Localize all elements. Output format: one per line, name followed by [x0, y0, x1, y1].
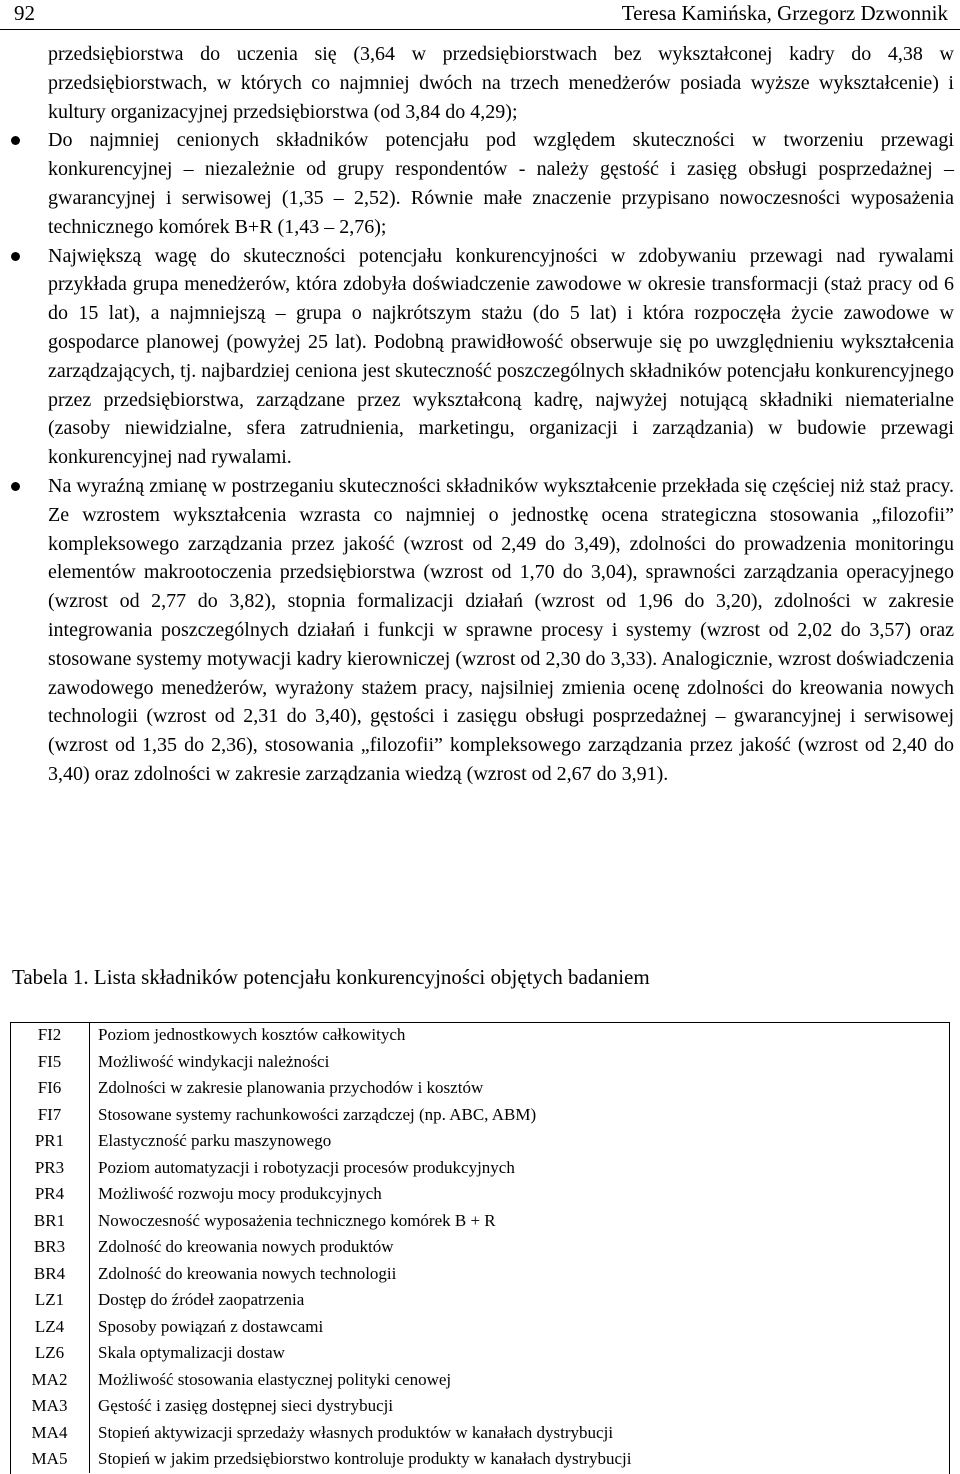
table-row — [10, 1181, 950, 1208]
component-code: LZ6 — [10, 1340, 90, 1367]
body-text — [48, 40, 954, 789]
component-description: Dostęp do źródeł zaopatrzenia — [98, 1290, 305, 1310]
component-code: LZ4 — [10, 1314, 90, 1341]
component-description: Sposoby powiązań z dostawcami — [98, 1316, 324, 1336]
component-description: Zdolność do kreowania nowych technologii — [98, 1263, 397, 1283]
bullet-text: Do najmniej cenionych składników potencjału pod względem skuteczności w tworzeniu przewagi konkurencyjnej – niezależnie od grupy respondentów - należy gęstość i zasięg obsługi posprzedażnej – gwarancyjnej i serwisowej (1,35 – 2,52). Równie małe znaczenie przypisano nowoczesności wyposażenia technicznego komórek B+R (1,43 – 2,76); — [48, 129, 954, 238]
bullet-item-2 — [48, 242, 954, 472]
bullet-icon — [11, 252, 20, 261]
table-row — [10, 1075, 950, 1102]
component-description: Poziom jednostkowych kosztów całkowitych — [98, 1025, 406, 1045]
bullet-item-3 — [48, 472, 954, 789]
table-row — [10, 1314, 950, 1341]
component-code: FI6 — [10, 1075, 90, 1102]
component-description: Stopień w jakim przedsiębiorstwo kontroluje produkty w kanałach dystrybucji — [98, 1449, 632, 1469]
component-code: FI2 — [10, 1022, 90, 1049]
table-caption: Tabela 1. Lista składników potencjału konkurencyjności objętych badaniem — [12, 965, 650, 989]
component-description: Możliwość rozwoju mocy produkcyjnych — [98, 1184, 382, 1204]
component-description: Możliwość windykacji należności — [98, 1051, 330, 1071]
bullet-icon — [11, 136, 20, 145]
table-row — [10, 1367, 950, 1394]
running-head-authors: Teresa Kamińska, Grzegorz Dzwonnik — [621, 1, 948, 25]
bullet-icon — [11, 482, 20, 491]
component-code: PR1 — [10, 1128, 90, 1155]
component-code: FI5 — [10, 1049, 90, 1076]
bullet-text: Na wyraźną zmianę w postrzeganiu skuteczności składników wykształcenie przekłada się częściej niż staż pracy. Ze wzrostem wykształcenia wzrasta co najmniej o jednostkę ocena strategiczna stosowania „filozofii” kompleksowego zarządzania przez jakość (wzrost od 2,49 do 3,49), zdolności do prowadzenia monitoringu elementów makrootoczenia przedsiębiorstwa (wzrost od 1,70 do 3,04), sprawności zarządzania operacyjnego (wzrost od 2,77 do 3,82), stopnia formalizacji działań (wzrost od 1,96 do 3,20), zdolności w zakresie integrowania poszczególnych działań i funkcji w sprawne procesy i systemy (wzrost od 2,02 do 3,57) oraz stosowane systemy motywacji kadry kierowniczej (wzrost od 2,30 do 3,33). Analogicznie, wzrost doświadczenia zawodowego menedżerów, wyrażony stażem pracy, najsilniej zmienia ocenę zdolności do kreowania nowych technologii (wzrost od 2,31 do 3,40), gęstości i zasięgu obsługi posprzedażnej – gwarancyjnej i serwisowej (wzrost od 1,35 do 2,36), stosowania „filozofii” kompleksowego zarządzania przez jakość (wzrost od 2,40 do 3,40) oraz zdolności w zakresie zarządzania wiedzą (wzrost od 2,67 do 3,91). — [48, 474, 954, 785]
table-row — [10, 1155, 950, 1182]
component-code: BR3 — [10, 1234, 90, 1261]
component-description: Poziom automatyzacji i robotyzacji procesów produkcyjnych — [98, 1157, 515, 1177]
component-code: BR1 — [10, 1208, 90, 1235]
bullet-text: Największą wagę do skuteczności potencjału konkurencyjności w zdobywaniu przewagi nad rywalami przykłada grupa menedżerów, która zdobyła doświadczenie zawodowe w okresie transformacji (staż pracy od 6 do 15 lat), a najmniejszą – grupa o najkrótszym stażu (do 5 lat) i która rozpoczęła życie zawodowe w gospodarce planowej (powyżej 25 lat). Podobną prawidłowość obserwuje się po uwzględnieniu wykształcenia zarządzających, tj. najbardziej ceniona jest skuteczność poszczególnych składników potencjału konkurencyjnego przez przedsiębiorstwa, zarządzane przez wykształconą kadrę, najwyżej notującą składniki niematerialne (zasoby niewidzialne, sfera zatrudnienia, marketingu, organizacji i zarządzania) w budowie przewagi konkurencyjnej nad rywalami. — [48, 244, 954, 469]
table-row — [10, 1393, 950, 1420]
table-row — [10, 1234, 950, 1261]
table-row — [10, 1287, 950, 1314]
table-row — [10, 1128, 950, 1155]
component-description: Elastyczność parku maszynowego — [98, 1131, 332, 1151]
table-row — [10, 1261, 950, 1288]
component-code: BR4 — [10, 1261, 90, 1288]
component-description: Nowoczesność wyposażenia technicznego komórek B + R — [98, 1210, 496, 1230]
component-code: FI7 — [10, 1102, 90, 1129]
table-row — [10, 1049, 950, 1076]
table-row — [10, 1446, 950, 1473]
component-code: MA2 — [10, 1367, 90, 1394]
component-code: PR3 — [10, 1155, 90, 1182]
components-table — [10, 1022, 950, 1473]
bullet-item-1 — [48, 126, 954, 241]
component-description: Możliwość stosowania elastycznej polityki cenowej — [98, 1369, 452, 1389]
component-code: MA5 — [10, 1446, 90, 1473]
component-description: Skala optymalizacji dostaw — [98, 1343, 285, 1363]
component-code: MA4 — [10, 1420, 90, 1447]
component-description: Gęstość i zasięg dostępnej sieci dystrybucji — [98, 1396, 394, 1416]
table-row — [10, 1340, 950, 1367]
table-row — [10, 1420, 950, 1447]
page-header — [0, 0, 960, 30]
component-description: Zdolności w zakresie planowania przychodów i kosztów — [98, 1078, 484, 1098]
table-row — [10, 1208, 950, 1235]
table-row — [10, 1102, 950, 1129]
component-code: MA3 — [10, 1393, 90, 1420]
intro-paragraph: przedsiębiorstwa do uczenia się (3,64 w przedsiębiorstwach bez wykształconej kadry do 4,38 w przedsiębiorstwach, w których co najmniej dwóch na trzech menedżerów posiada wyższe wykształcenie) i kultury organizacyjnej przedsiębiorstwa (od 3,84 do 4,29); — [48, 43, 954, 123]
component-code: PR4 — [10, 1181, 90, 1208]
table-row — [10, 1022, 950, 1049]
component-description: Zdolność do kreowania nowych produktów — [98, 1237, 394, 1257]
component-description: Stopień aktywizacji sprzedaży własnych produktów w kanałach dystrybucji — [98, 1422, 614, 1442]
component-code: LZ1 — [10, 1287, 90, 1314]
component-description: Stosowane systemy rachunkowości zarządczej (np. ABC, ABM) — [98, 1104, 537, 1124]
page-number: 92 — [14, 1, 35, 25]
